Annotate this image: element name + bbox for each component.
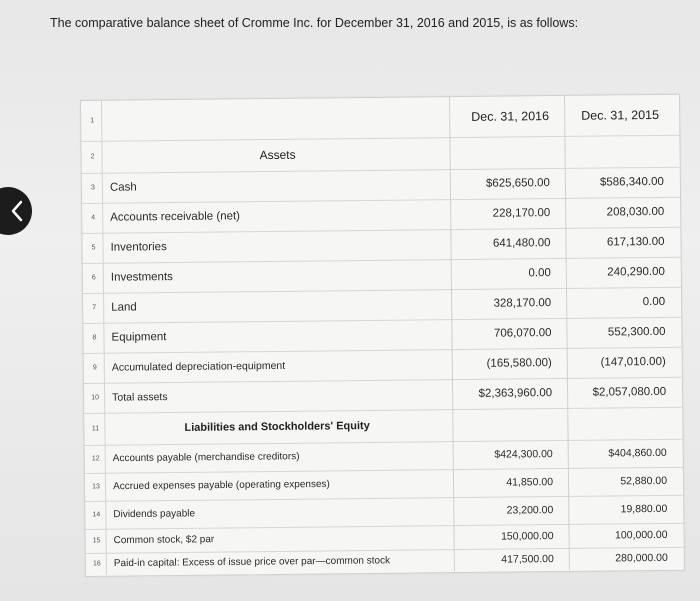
row-label: Investments xyxy=(110,271,173,284)
row-label: Paid-in capital: Excess of issue price over par—common stock xyxy=(113,555,391,570)
value-2015: $404,860.00 xyxy=(608,446,667,460)
value-2016: 641,480.00 xyxy=(492,237,551,250)
value-2016: 417,500.00 xyxy=(501,553,554,566)
value-2015: 240,290.00 xyxy=(607,265,665,279)
row-number: 9 xyxy=(92,364,97,372)
row-number: 6 xyxy=(91,274,96,282)
value-2016: 328,170.00 xyxy=(493,297,552,310)
value-2016: 23,200.00 xyxy=(506,504,554,517)
value-2016: 706,070.00 xyxy=(493,327,552,340)
back-button[interactable] xyxy=(0,187,32,235)
row-label: Equipment xyxy=(111,331,167,344)
row-number: 11 xyxy=(91,425,100,433)
row-number: 16 xyxy=(92,560,101,568)
balance-sheet-table xyxy=(80,94,685,577)
value-2016: $625,650.00 xyxy=(485,177,550,190)
row-label: Cash xyxy=(109,181,137,194)
value-2015: 208,030.00 xyxy=(606,205,665,219)
row-number: 2 xyxy=(90,153,95,161)
row-label: Total assets xyxy=(112,391,168,404)
row-number: 3 xyxy=(90,184,95,192)
value-2015: $2,057,080.00 xyxy=(592,385,667,399)
value-2015: 552,300.00 xyxy=(607,325,666,339)
column-header-2016: Dec. 31, 2016 xyxy=(471,109,550,124)
row-number: 14 xyxy=(92,511,101,519)
column-header-2015: Dec. 31, 2015 xyxy=(581,107,660,123)
value-2016: $424,300.00 xyxy=(494,448,553,461)
row-label: Accounts receivable (net) xyxy=(110,210,241,224)
row-label: Common stock, $2 par xyxy=(113,534,215,547)
row-number: 10 xyxy=(91,394,100,402)
value-2015: 617,130.00 xyxy=(606,235,665,249)
value-2015: 280,000.00 xyxy=(615,551,668,565)
assets-section-title: Assets xyxy=(259,147,296,163)
value-2016: 150,000.00 xyxy=(500,530,554,543)
value-2016: 0.00 xyxy=(528,267,551,280)
row-number: 5 xyxy=(91,244,96,252)
row-label: Dividends payable xyxy=(113,508,196,521)
row-label: Accumulated depreciation-equipment xyxy=(111,359,286,374)
value-2015: 52,880.00 xyxy=(620,474,668,488)
row-number: 12 xyxy=(91,455,100,463)
value-2016: $2,363,960.00 xyxy=(478,387,553,400)
row-number: 4 xyxy=(91,214,96,222)
row-label: Accrued expenses payable (operating expenses) xyxy=(112,478,330,493)
value-2015: (147,010.00) xyxy=(600,355,666,369)
value-2015: 100,000.00 xyxy=(614,528,668,542)
row-label: Land xyxy=(111,301,137,314)
row-number: 1 xyxy=(90,117,95,125)
value-2016: 228,170.00 xyxy=(492,207,551,220)
row-label: Inventories xyxy=(110,241,167,254)
row-label: Accounts payable (merchandise creditors) xyxy=(112,451,300,465)
row-number: 8 xyxy=(92,334,97,342)
row-number: 7 xyxy=(92,304,97,312)
row-number: 13 xyxy=(92,483,100,491)
value-2015: 0.00 xyxy=(642,295,666,309)
value-2015: 19,880.00 xyxy=(620,502,668,516)
chevron-left-icon xyxy=(10,200,24,222)
row-number: 15 xyxy=(92,537,101,545)
liabilities-section-title: Liabilities and Stockholders' Equity xyxy=(184,419,370,434)
question-heading: The comparative balance sheet of Cromme Inc. for December 31, 2016 and 2015, is as follows: xyxy=(50,16,579,30)
value-2015: $586,340.00 xyxy=(599,175,664,189)
value-2016: 41,850.00 xyxy=(506,476,554,489)
value-2016: (165,580.00) xyxy=(486,357,552,370)
